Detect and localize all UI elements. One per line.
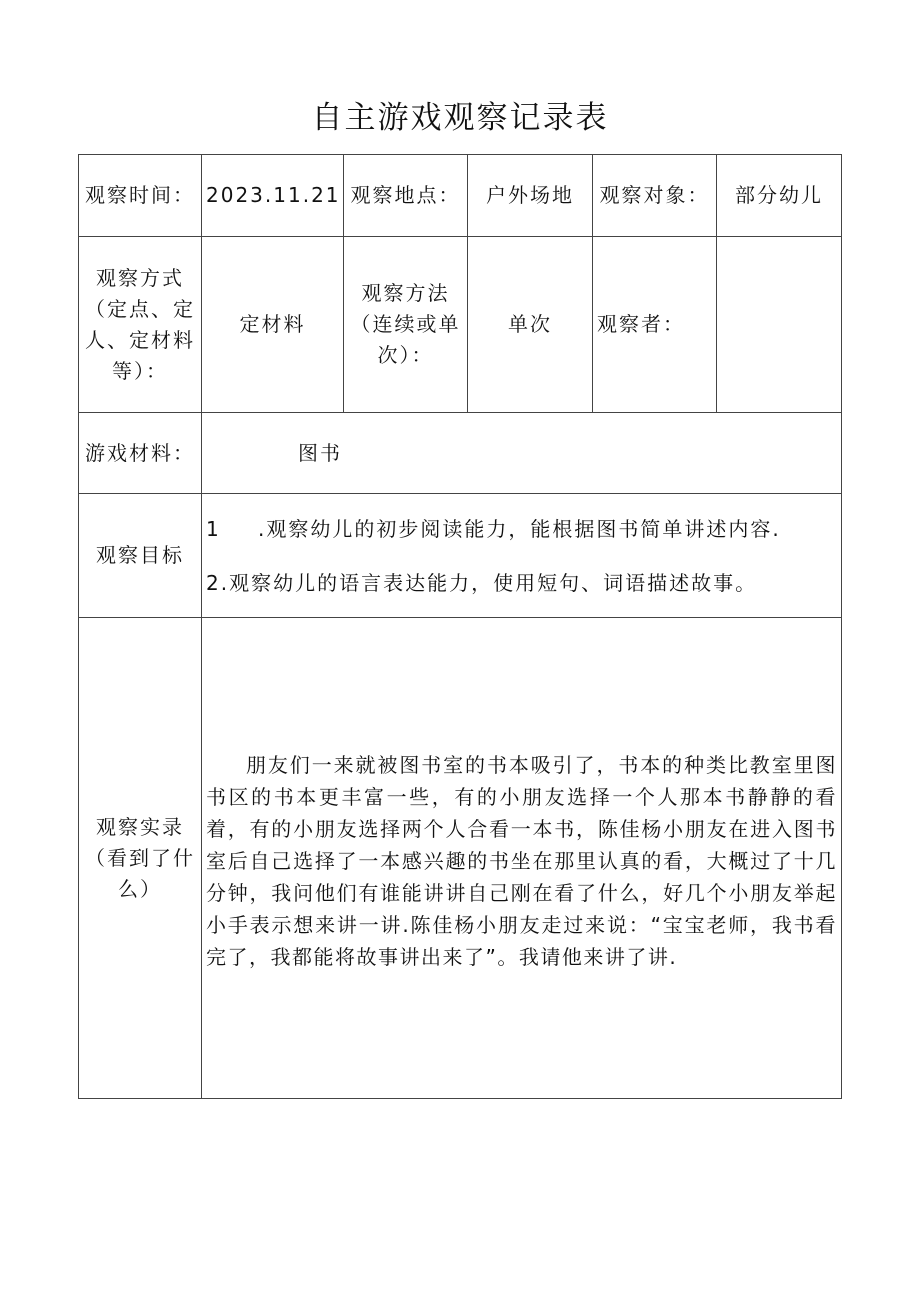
goal-label: 观察目标 (79, 494, 202, 618)
material-label: 游戏材料： (79, 413, 202, 494)
method-label: 观察方法（连续或单次）： (344, 237, 468, 413)
goal-cell (202, 494, 842, 618)
mode-label: 观察方式（定点、定人、定材料等）： (79, 237, 202, 413)
time-value: 2023.11.21 (202, 155, 344, 237)
record-cell (202, 618, 842, 1099)
table-row-record (79, 618, 842, 1099)
observer-label: 观察者： (593, 237, 717, 413)
object-label: 观察对象： (593, 155, 717, 237)
object-value: 部分幼儿 (717, 155, 842, 237)
page-title: 自主游戏观察记录表 (311, 100, 609, 136)
time-label: 观察时间： (79, 155, 202, 237)
table-row-material (79, 413, 842, 494)
table-row-goal (79, 494, 842, 618)
record-text: 朋友们一来就被图书室的书本吸引了，书本的种类比教室里图书区的书本更丰富一些，有的小朋友选择一个人那本书静静的看着，有的小朋友选择两个人合看一本书，陈佳杨小朋友在进入图书室后自己选择了一本感兴趣的书坐在那里认真的看，大概过了十几分钟，我问他们有谁能讲讲自己刚在看了什么，好几个小朋友举起小手表示想来讲一讲.陈佳杨小朋友走过来说：“宝宝老师，我书看完了，我都能将故事讲出来了”。我请他来讲了讲. (206, 753, 837, 969)
table-row-method (79, 237, 842, 413)
place-label: 观察地点： (344, 155, 468, 237)
goal-item-1-number: 1 (206, 516, 221, 541)
goal-item-1-text: .观察幼儿的初步阅读能力，能根据图书简单讲述内容. (258, 516, 781, 541)
table-row-basic-info (79, 155, 842, 237)
goal-item-1 (206, 513, 837, 545)
observer-value (717, 237, 842, 413)
material-cell (202, 413, 842, 494)
place-value: 户外场地 (468, 155, 593, 237)
observation-record-table (78, 154, 842, 1099)
mode-value: 定材料 (202, 237, 344, 413)
material-value: 图书 (298, 440, 342, 465)
record-label: 观察实录（看到了什么） (79, 618, 202, 1099)
method-value: 单次 (468, 237, 593, 413)
goal-item-2: 2.观察幼儿的语言表达能力，使用短句、词语描述故事。 (206, 570, 758, 595)
